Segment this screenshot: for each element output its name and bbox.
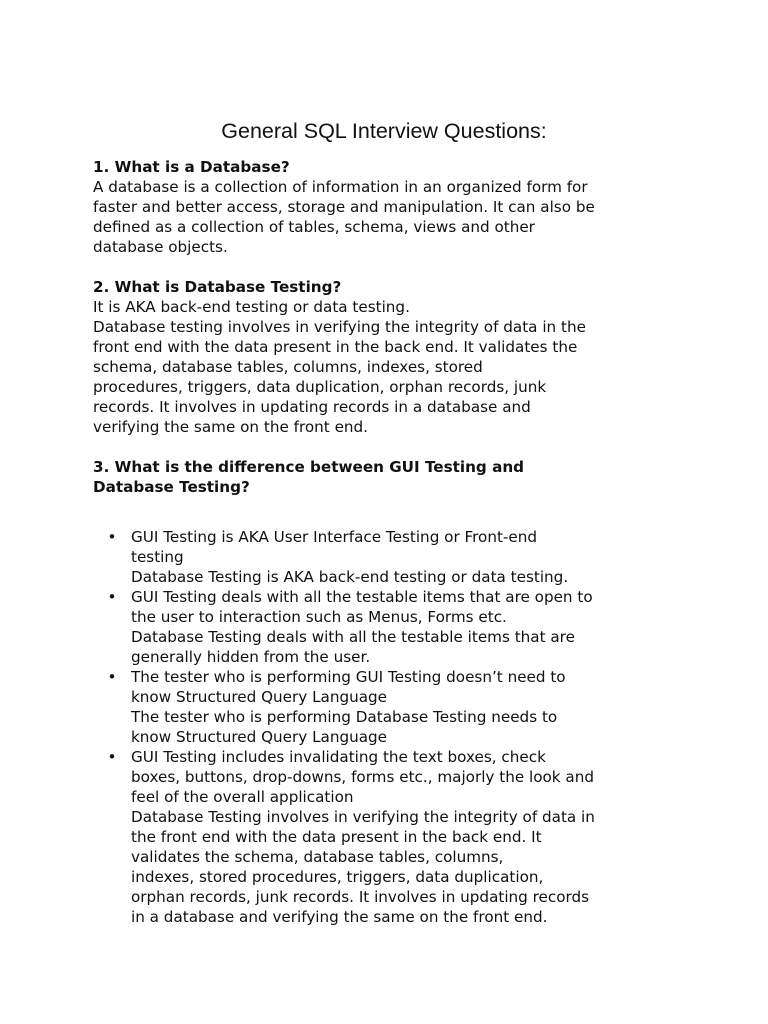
text-line: verifying the same on the front end. [93,418,369,436]
section-gui-vs-database-testing [93,457,733,497]
text-line: indexes, stored procedures, triggers, data duplication, [131,868,544,886]
text-line: GUI Testing deals with all the testable items that are open to [131,588,593,606]
question-line: 3. What is the difference between GUI Testing and [93,458,525,476]
answer-paragraph [93,177,733,257]
text-line: generally hidden from the user. [131,648,371,666]
text-line: A database is a collection of information in an organized form for [93,178,588,196]
text-line: Database Testing involves in verifying the integrity of data in [131,808,595,826]
text-line: It is AKA back-end testing or data testing. [93,298,410,316]
text-line: the user to interaction such as Menus, Forms etc. [131,608,507,626]
question-line: Database Testing? [93,478,250,496]
text-line: records. It involves in updating records in a database and [93,398,531,416]
text-line: orphan records, junk records. It involves in updating records [131,888,590,906]
text-line: testing [131,548,184,566]
bullet-icon: • [107,748,117,766]
question-heading [93,457,733,497]
page-title: General SQL Interview Questions: [221,119,547,143]
document-body [93,157,733,927]
text-line: procedures, triggers, data duplication, orphan records, junk [93,378,547,396]
bullet-item [93,587,733,667]
answer-paragraph [93,297,733,437]
text-line: schema, database tables, columns, indexes, stored [93,358,483,376]
bullet-icon: • [107,588,117,606]
bullet-item [93,667,733,747]
text-line: faster and better access, storage and manipulation. It can also be [93,198,595,216]
section-database-testing [93,277,733,437]
text-line: Database Testing is AKA back-end testing or data testing. [131,568,569,586]
bullet-icon: • [107,668,117,686]
question-heading: 1. What is a Database? [93,158,290,176]
text-line: know Structured Query Language [131,728,388,746]
comparison-bullet-list [93,527,733,927]
bullet-icon: • [107,528,117,546]
text-line: front end with the data present in the back end. It validates the [93,338,578,356]
bullet-item [93,747,733,927]
text-line: GUI Testing includes invalidating the text boxes, check [131,748,546,766]
text-line: Database testing involves in verifying the integrity of data in the [93,318,586,336]
text-line: Database Testing deals with all the testable items that are [131,628,575,646]
text-line: The tester who is performing Database Testing needs to [131,708,558,726]
text-line: database objects. [93,238,228,256]
text-line: in a database and verifying the same on the front end. [131,908,548,926]
text-line: know Structured Query Language [131,688,388,706]
text-line: feel of the overall application [131,788,354,806]
section-what-is-database [93,157,733,257]
text-line: defined as a collection of tables, schema, views and other [93,218,535,236]
text-line: GUI Testing is AKA User Interface Testing or Front-end [131,528,538,546]
text-line: the front end with the data present in the back end. It [131,828,542,846]
text-line: The tester who is performing GUI Testing doesn’t need to [131,668,566,686]
question-heading: 2. What is Database Testing? [93,278,342,296]
text-line: validates the schema, database tables, columns, [131,848,504,866]
text-line: boxes, buttons, drop-downs, forms etc., majorly the look and [131,768,594,786]
bullet-item [93,527,733,587]
